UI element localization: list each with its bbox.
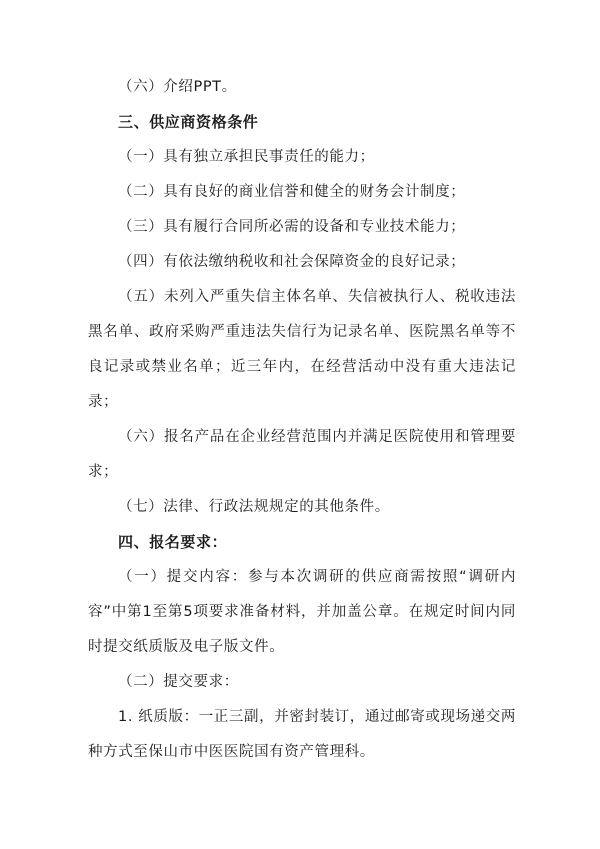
qualification-2: （二）具有良好的商业信誉和健全的财务会计制度；: [118, 184, 466, 200]
requirement-paper-version: 1. 纸质版：一正三副，并密封装订，通过邮寄或现场递交两种方式至保山市中医医院国有资产管理科。: [88, 709, 516, 760]
requirement-submission-content: （一）提交内容：参与本次调研的供应商需按照“调研内容”中第1至第5项要求准备材料，并加盖公章。在规定时间内同时提交纸质版及电子版文件。: [88, 569, 516, 655]
qualification-6: （六）报名产品在企业经营范围内并满足医院使用和管理要求；: [88, 429, 516, 480]
qualification-7: （七）法律、行政法规规定的其他条件。: [118, 499, 390, 515]
qualification-5: （五）未列入严重失信主体名单、失信被执行人、税收违法黑名单、政府采购严重违法失信行为记录名单、医院黑名单等不良记录或禁业名单；近三年内，在经营活动中没有重大违法记录；: [88, 289, 516, 410]
qualification-3: （三）具有履行合同所必需的设备和专业技术能力；: [118, 219, 466, 235]
section-heading-supplier-qualifications: 三、供应商资格条件: [118, 113, 259, 131]
item-6-ppt: （六）介绍PPT。: [118, 79, 237, 95]
qualification-4: （四）有依法缴纳税收和社会保障资金的良好记录；: [118, 254, 466, 270]
qualification-1: （一）具有独立承担民事责任的能力；: [118, 149, 375, 165]
requirement-submission-requirements: （二）提交要求：: [118, 674, 239, 690]
section-heading-registration-requirements: 四、报名要求：: [118, 533, 228, 551]
